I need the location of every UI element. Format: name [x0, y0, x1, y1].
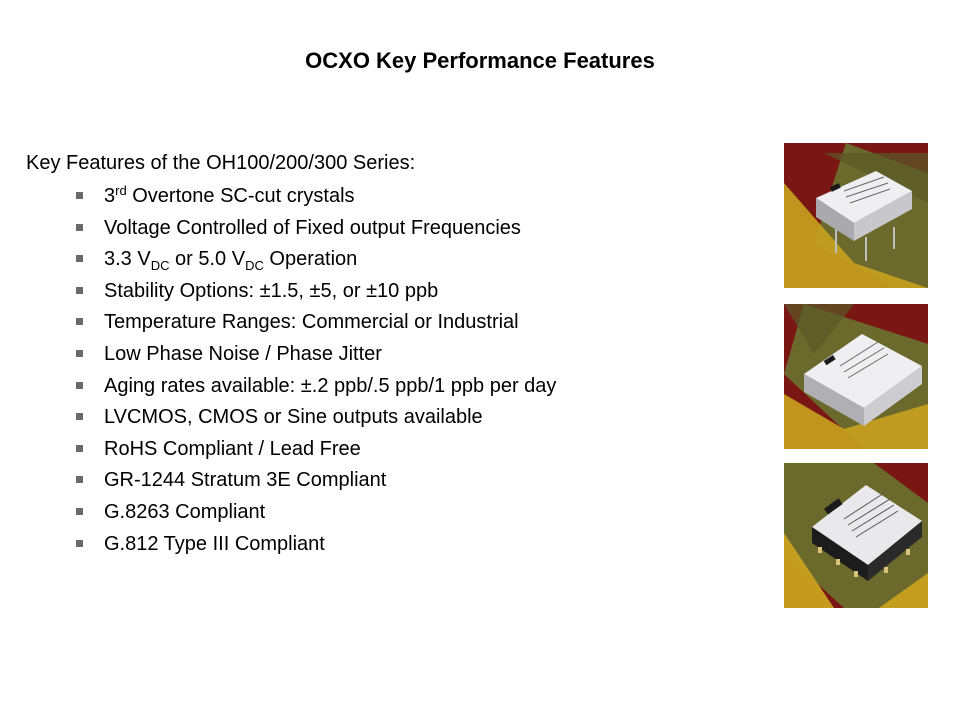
feature-text-part: GR-1244 Stratum 3E Compliant — [104, 469, 387, 492]
feature-text-part: G.812 Type III Compliant — [104, 532, 325, 555]
square-bullet-icon — [76, 224, 83, 231]
square-bullet-icon — [76, 382, 83, 389]
feature-text — [104, 183, 355, 209]
feature-text-part: 3.3 V — [104, 248, 151, 271]
feature-text — [104, 436, 361, 462]
feature-text-part: Overtone SC-cut crystals — [126, 185, 355, 207]
product-photo-2 — [784, 304, 928, 449]
feature-text-part: 3 — [104, 185, 116, 207]
feature-text — [104, 246, 357, 272]
ocxo-smd-illustration — [784, 463, 928, 608]
square-bullet-icon — [76, 476, 83, 483]
feature-text-part: Temperature Ranges: Commercial or Industrial — [104, 311, 519, 334]
feature-text — [104, 499, 265, 525]
feature-text-part: Operation — [263, 248, 358, 271]
feature-text-part: Voltage Controlled of Fixed output Frequencies — [104, 216, 521, 239]
feature-text-part: rd — [115, 183, 127, 198]
square-bullet-icon — [76, 350, 83, 357]
feature-text — [104, 373, 556, 399]
feature-text-part: Stability Options: ±1.5, ±5, or ±10 ppb — [104, 279, 439, 302]
feature-text — [104, 215, 521, 241]
square-bullet-icon — [76, 413, 83, 420]
square-bullet-icon — [76, 192, 83, 199]
slide-title: OCXO Key Performance Features — [305, 48, 655, 73]
feature-text-part: or 5.0 V — [169, 248, 246, 271]
ocxo-wide-package-illustration — [784, 304, 928, 449]
feature-text-part: RoHS Compliant / Lead Free — [104, 437, 361, 460]
feature-text — [104, 309, 519, 335]
feature-text — [104, 404, 483, 430]
feature-text-part: DC — [245, 258, 264, 274]
square-bullet-icon — [76, 508, 83, 515]
ocxo-through-hole-illustration — [784, 143, 928, 288]
product-photo-1 — [784, 143, 928, 288]
intro-text: Key Features of the OH100/200/300 Series: — [26, 152, 416, 174]
square-bullet-icon — [76, 318, 83, 325]
square-bullet-icon — [76, 255, 83, 262]
feature-text — [104, 531, 325, 557]
square-bullet-icon — [76, 445, 83, 452]
feature-text-part: Aging rates available: ±.2 ppb/.5 ppb/1 ppb per day — [104, 374, 557, 397]
feature-text — [104, 467, 386, 493]
feature-text-part: Low Phase Noise / Phase Jitter — [104, 342, 382, 365]
product-photo-3 — [784, 463, 928, 608]
feature-text — [104, 278, 438, 304]
feature-text-part: G.8263 Compliant — [104, 500, 266, 523]
square-bullet-icon — [76, 540, 83, 547]
feature-text-part: LVCMOS, CMOS or Sine outputs available — [104, 406, 483, 429]
square-bullet-icon — [76, 287, 83, 294]
feature-text — [104, 341, 382, 367]
feature-text-part: DC — [150, 258, 170, 274]
